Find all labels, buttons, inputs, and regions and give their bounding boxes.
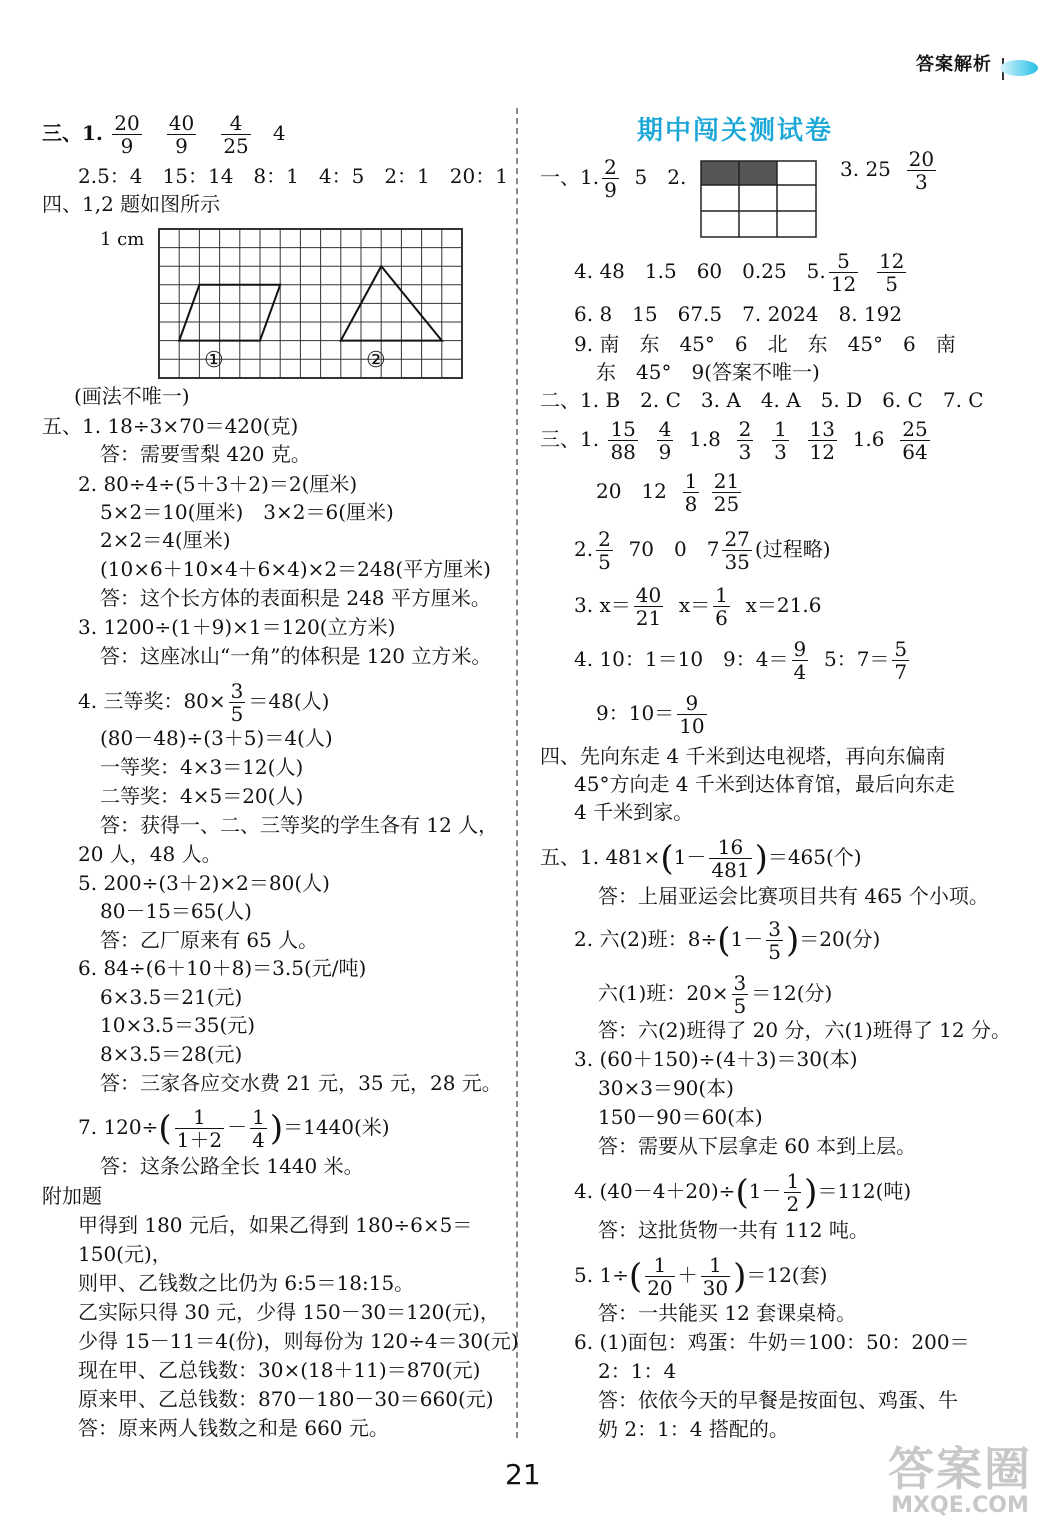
r5-1b: 答：上届亚运会比赛项目共有 465 个小项。 [598,884,989,908]
s5-4b: (80－48)÷(3＋5)＝4(人) [100,726,333,750]
s4-head: 四、1,2 题如图所示 [42,192,221,216]
s5-6d: 8×3.5＝28(元) [100,1042,243,1066]
column-divider [516,108,518,1438]
s5-1a: 五、1. 18÷3×70＝420(克) [42,414,299,438]
extra-5: 少得 15－11＝4(份)，则每份为 120÷4＝30(元) [78,1329,519,1353]
r3-4b: 9：10＝ $\frac{9}{10}$ [596,691,705,738]
header-label: 答案解析 [916,54,992,75]
extra-1: 甲得到 180 元后，如果乙得到 180÷6×5＝ [78,1213,473,1237]
r2: 二、1. B 2. C 3. A 4. A 5. D 6. C 7. C [540,388,984,412]
extra-2: 150(元)， [78,1242,172,1266]
s5-2a: 2. 80÷4÷(5＋3＋2)＝2(厘米) [78,472,358,496]
s3-2: 2.5：4 15：14 8：1 4：5 2：1 20：1 [78,164,508,188]
s5-4d: 二等奖：4×5＝20(人) [100,784,304,808]
r6: 6. 8 15 67.5 7. 2024 8. 192 [574,302,903,326]
r3-1: 三、1. $\frac{15}{88}$ $\frac{4}{9}$ 1.8 $\frac{2}{3}$ $\frac{1}{3}$ $\frac{13}{12}$ 1.6 $\frac{25}{64}$ [540,417,928,464]
watermark: 答案圈 MXQE.COM [888,1442,1032,1518]
r5-3b: 30×3＝90(本) [598,1076,734,1100]
r5-4a: 4. (40－4＋20)÷(1－ $\frac{1}{2}$ )＝112(吨) [574,1169,912,1216]
s5-4f: 20 人，48 人。 [78,842,222,866]
r4-2: 45°方向走 4 千米到达体育馆，最后向东走 [574,772,955,796]
s5-5c: 答：乙厂原来有 65 人。 [100,928,319,952]
r1-3: 3. 25 $\frac{20}{3}$ [840,147,935,194]
extra-4: 乙实际只得 30 元，少得 150－30＝120(元)， [78,1300,500,1324]
s5-1b: 答：需要雪梨 420 克。 [100,442,311,466]
r3-3: 3. x＝ $\frac{40}{21}$ x＝ $\frac{1}{6}$ x＝21.6 [574,583,822,630]
s4-note: (画法不唯一) [74,384,190,408]
shaded-grid-figure [700,160,818,245]
grid-unit-label: 1 cm [100,229,145,250]
r5-2a: 2. 六(2)班：8÷(1－ $\frac{3}{5}$ )＝20(分) [574,917,881,964]
r5-5b: 答：一共能买 12 套课桌椅。 [598,1301,857,1325]
r5-4b: 答：这批货物一共有 112 吨。 [598,1218,869,1242]
r5-2c: 答：六(2)班得了 20 分，六(1)班得了 12 分。 [598,1018,1011,1042]
r5-6b: 2：1：4 [598,1359,677,1383]
r5-3a: 3. (60＋150)÷(4＋3)＝30(本) [574,1047,858,1071]
s5-3a: 3. 1200÷(1＋9)×1＝120(立方米) [78,615,396,639]
r9b: 东 45° 9(答案不唯一) [596,360,820,384]
s5-4e: 答：获得一、二、三等奖的学生各有 12 人， [100,813,499,837]
r3-1b: 20 12 $\frac{1}{8}$ $\frac{21}{25}$ [596,469,740,516]
r3-2: 2. $\frac{2}{5}$ 70 0 7 $\frac{27}{35}$ (过程略) [574,527,831,574]
r1: 一、1. $\frac{2}{9}$ 5 2. [540,155,687,202]
s5-4a: 4. 三等奖：80× $\frac{3}{5}$ ＝48(人) [78,679,330,726]
s5-6e: 答：三家各应交水费 21 元，35 元，28 元。 [100,1071,502,1095]
s5-2d: (10×6＋10×4＋6×4)×2＝248(平方厘米) [100,557,491,581]
extra-3: 则甲、乙钱数之比仍为 6:5＝18:15。 [78,1271,415,1295]
r5-3d: 答：需要从下层拿走 60 本到上层。 [598,1134,917,1158]
s5-5b: 80－15＝65(人) [100,899,252,923]
r9a: 9. 南 东 45° 6 北 东 45° 6 南 [574,332,956,356]
s5-2e: 答：这个长方体的表面积是 248 平方厘米。 [100,586,491,610]
extra-8: 答：原来两人钱数之和是 660 元。 [78,1416,389,1440]
r5-1a: 五、1. 481×(1－ $\frac{16}{481}$ )＝465(个) [540,835,862,882]
s5-4c: 一等奖：4×3＝12(人) [100,755,304,779]
s5-7b: 答：这条公路全长 1440 米。 [100,1154,364,1178]
r4: 4. 48 1.5 60 0.25 5. $\frac{5}{12}$ $\frac{12}{5}$ [574,249,905,296]
shape-mark-2: ② [366,348,386,373]
s5-7a: 7. 120÷( $\frac{1}{1+2}$ － $\frac{1}{4}$ )＝1440(米) [78,1105,390,1152]
r3-4: 4. 10：1＝10 9：4＝ $\frac{9}{4}$ 5：7＝ $\frac{5}{7}$ [574,637,908,684]
shape-mark-1: ① [204,348,224,373]
r4-3: 4 千米到家。 [574,800,694,824]
section-title: 期中闯关测试卷 [637,116,834,146]
extra-head: 附加题 [42,1184,102,1208]
s5-6b: 6×3.5＝21(元) [100,985,243,1009]
r5-5a: 5. 1÷( $\frac{1}{20}$ ＋ $\frac{1}{30}$ )＝12(套) [574,1253,828,1300]
s5-6c: 10×3.5＝35(元) [100,1013,256,1037]
extra-7: 原来甲、乙总钱数：870－180－30＝660(元) [78,1387,494,1411]
s3-1: 三、1. $\frac{20}{9}$ $\frac{40}{9}$ $\frac{4}{25}$ 4 [42,111,286,158]
page-number: 21 [505,1458,541,1491]
r5-3c: 150－90＝60(本) [598,1105,763,1129]
header-decoration-icon [1000,60,1038,76]
s5-2c: 2×2＝4(厘米) [100,528,231,552]
extra-6: 现在甲、乙总钱数：30×(18＋11)＝870(元) [78,1358,481,1382]
r5-6d: 奶 2：1：4 搭配的。 [598,1417,789,1441]
r5-2b: 六(1)班：20× $\frac{3}{5}$ ＝12(分) [598,971,833,1018]
s5-5a: 5. 200÷(3＋2)×2＝80(人) [78,871,330,895]
r4-1: 四、先向东走 4 千米到达电视塔，再向东偏南 [540,744,946,768]
s5-3b: 答：这座冰山“一角”的体积是 120 立方米。 [100,644,492,668]
s5-2b: 5×2＝10(厘米) 3×2＝6(厘米) [100,500,394,524]
r5-6c: 答：依依今天的早餐是按面包、鸡蛋、牛 [598,1388,958,1412]
s5-6a: 6. 84÷(6＋10＋8)＝3.5(元/吨) [78,956,367,980]
r5-6a: 6. (1)面包：鸡蛋：牛奶＝100：50：200＝ [574,1330,970,1354]
